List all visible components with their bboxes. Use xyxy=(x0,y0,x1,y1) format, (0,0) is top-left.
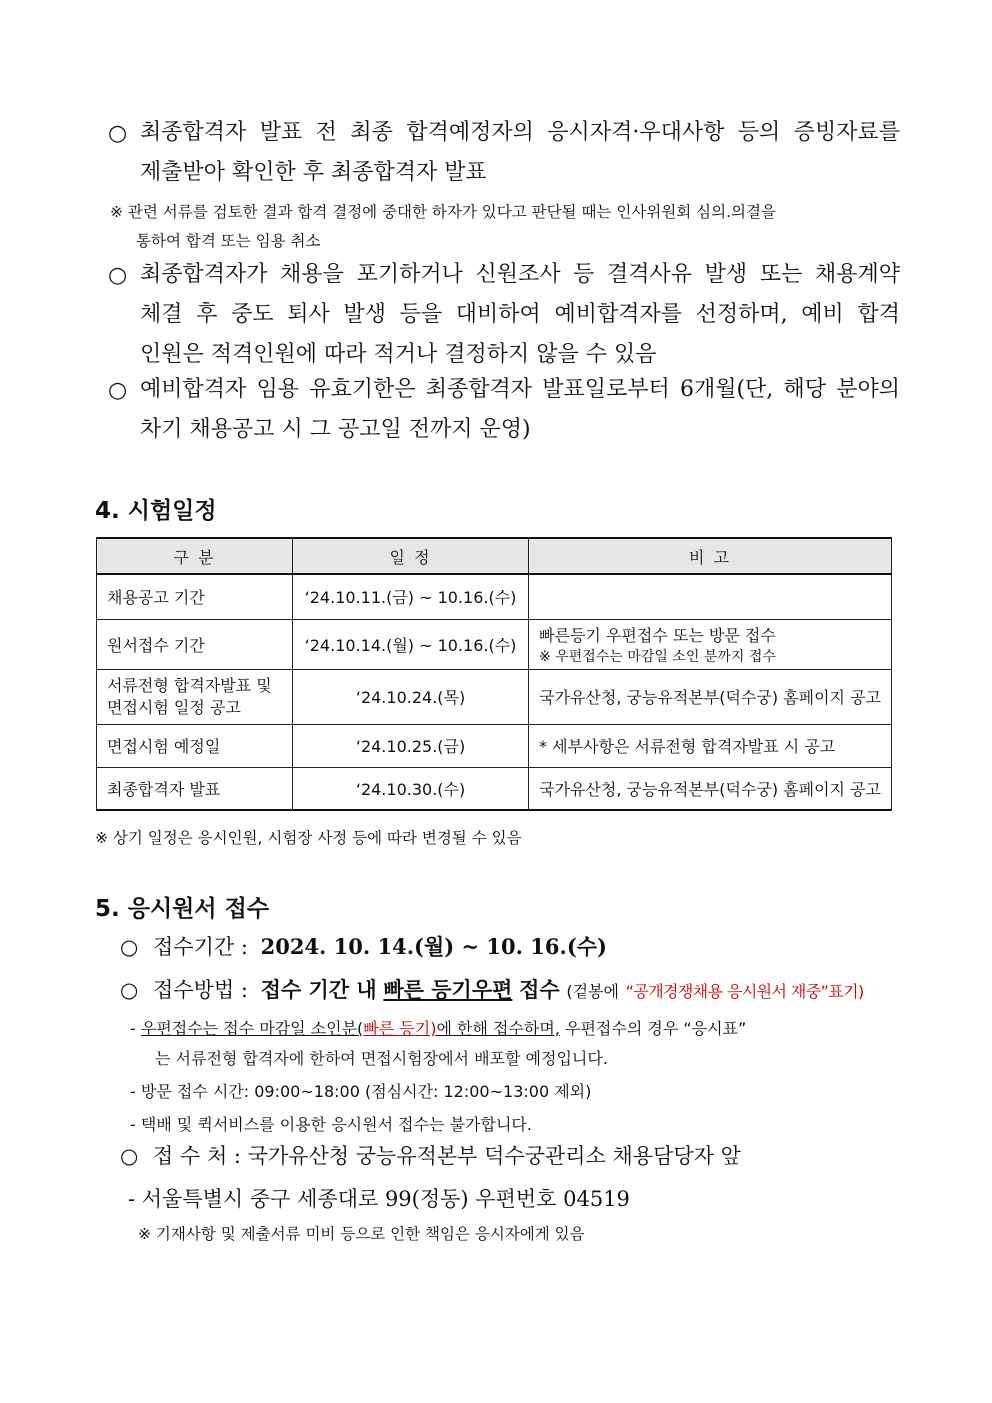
bullet-3: ○ xyxy=(108,378,128,403)
application-method: ○ 접수방법 : 접수 기간 내 빠른 등기우편 접수 (겉봉에 “공개경쟁채용 응시원서 재중”표기) xyxy=(120,977,864,1002)
header-category: 구 분 xyxy=(97,538,293,574)
table-row: 최종합격자 발표 ‘24.10.30.(수) 국가유산청, 궁능유적본부(덕수궁) 홈페이지 공고 xyxy=(97,767,892,810)
note-cancellation: ※ 관련 서류를 검토한 결과 합격 결정에 중대한 하자가 있다고 판단될 때는 인사위원회 심의.의결을 통하여 합격 또는 임용 취소 xyxy=(110,203,776,250)
paragraph-final-announcement: 최종합격자 발표 전 최종 합격예정자의 응시자격·우대사항 등의 증빙자료를 제출받아 확인한 후 최종합격자 발표 xyxy=(140,120,900,185)
header-schedule: 일 정 xyxy=(293,538,529,574)
schedule-footnote: ※ 상기 일정은 응시인원, 시험장 사정 등에 따라 변경될 수 있음 xyxy=(95,829,522,847)
bullet-2: ○ xyxy=(108,263,128,288)
section-4-heading: 4. 시험일정 xyxy=(95,498,217,524)
postal-note: - 우편접수는 접수 마감일 소인분(빠른 등기)에 한해 접수하며, 우편접수의 경우 “응시표” 는 서류전형 합격자에 한하여 면접시험장에서 배포할 예정입니다. - 방문 접수 시간: 09:00~18:00 (점심시간: 12:00~13:00 제외) - 택배 및 퀵서비스를 이용한 응시원서 접수는 불가합니다. xyxy=(130,1019,747,1134)
bullet-1: ○ xyxy=(108,121,128,146)
schedule-table xyxy=(96,537,892,811)
final-note: ※ 기재사항 및 제출서류 미비 등으로 인한 책임은 응시자에게 있음 xyxy=(138,1225,585,1243)
table-row: 면접시험 예정일 ‘24.10.25.(금) * 세부사항은 서류전형 합격자발표 시 공고 xyxy=(97,724,892,767)
section-5-heading: 5. 응시원서 접수 xyxy=(95,896,270,922)
table-row: 원서접수 기간 ‘24.10.14.(월) ~ 10.16.(수) 빠른등기 우편접수 또는 방문 접수 ※ 우편접수는 마감일 소인 분까지 접수 xyxy=(97,619,892,669)
paragraph-reserve-validity: 예비합격자 임용 유효기한은 최종합격자 발표일로부터 6개월(단, 해당 분야의 차기 채용공고 시 그 공고일 전까지 운영) xyxy=(140,377,900,442)
application-place: ○ 접 수 처 : 국가유산청 궁능유적본부 덕수궁관리소 채용담당자 앞 xyxy=(120,1144,741,1168)
application-period: ○ 접수기간 : 2024. 10. 14.(월) ~ 10. 16.(수) xyxy=(120,934,607,959)
table-row: 서류전형 합격자발표 및 면접시험 일정 공고 ‘24.10.24.(목) 국가유산청, 궁능유적본부(덕수궁) 홈페이지 공고 xyxy=(97,669,892,724)
address: - 서울특별시 중구 세종대로 99(정동) 우편번호 04519 xyxy=(128,1187,630,1211)
header-remarks: 비 고 xyxy=(529,538,892,574)
table-row: 채용공고 기간 ‘24.10.11.(금) ~ 10.16.(수) xyxy=(97,574,892,619)
table-header-row xyxy=(97,538,892,574)
paragraph-reserve-candidates: 최종합격자가 채용을 포기하거나 신원조사 등 결격사유 발생 또는 채용계약 체결 후 중도 퇴사 발생 등을 대비하여 예비합격자를 선정하며, 예비 합격 인원은 적격인원에 따라 적거나 결정하지 않을 수 있음 xyxy=(140,262,900,367)
